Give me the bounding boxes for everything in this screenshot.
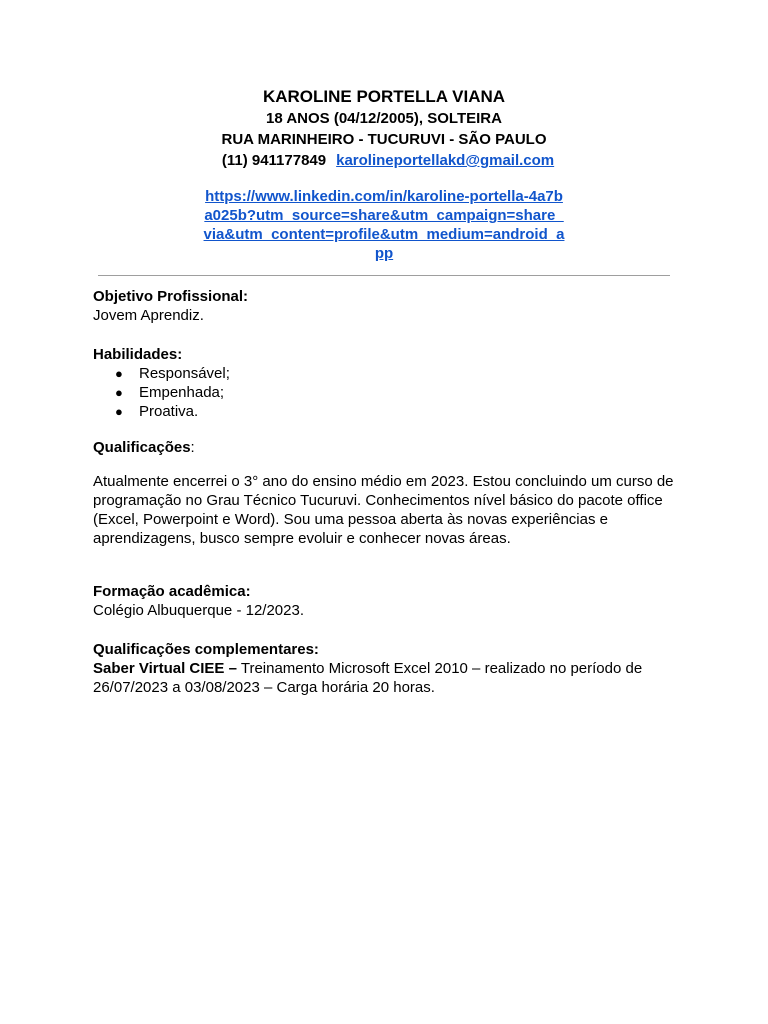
skill-item: [93, 402, 678, 421]
complementary-text-line: [93, 659, 678, 697]
education-section: [93, 582, 678, 620]
bullet-icon: ●: [115, 366, 123, 381]
qualifications-heading-line: [93, 438, 678, 457]
complementary-text: Treinamento Microsoft Excel 2010 – realizado no período de 26/07/2023 a 03/08/2023 – Carga horária 20 horas.: [93, 660, 643, 696]
complementary-lead: Saber Virtual CIEE –: [93, 660, 237, 677]
age-marital-line: 18 ANOS (04/12/2005), SOLTEIRA: [266, 110, 502, 127]
linkedin-link[interactable]: https://www.linkedin.com/in/karoline-portella-4a7ba025b?utm_source=share&utm_campaign=share_via&utm_content=profile&utm_medium=android_app: [203, 188, 565, 262]
complementary-heading: Qualificações complementares:: [93, 641, 319, 658]
bullet-icon: ●: [115, 385, 123, 400]
education-text: Colégio Albuquerque - 12/2023.: [93, 602, 304, 619]
contact-line: [8, 150, 768, 171]
skill-label: Empenhada;: [139, 384, 225, 401]
objective-heading: Objetivo Profissional:: [93, 288, 249, 305]
skill-item: [93, 364, 678, 383]
skill-item: [93, 383, 678, 402]
address-line: RUA MARINHEIRO - TUCURUVI - SÃO PAULO: [221, 131, 547, 148]
bullet-icon: ●: [115, 404, 123, 419]
objective-text: Jovem Aprendiz.: [93, 307, 204, 324]
phone-number: (11) 941177849: [221, 152, 327, 169]
candidate-name: KAROLINE PORTELLA VIANA: [262, 87, 506, 106]
skills-list: [93, 364, 678, 421]
qualifications-heading: Qualificações: [93, 439, 191, 456]
objective-section: [93, 287, 678, 325]
skills-heading: Habilidades:: [93, 346, 183, 363]
email-link[interactable]: karolineportellakd@gmail.com: [336, 152, 555, 169]
resume-header: [0, 86, 768, 263]
qualifications-text: Atualmente encerrei o 3° ano do ensino médio em 2023. Estou concluindo um curso de programação no Grau Técnico Tucuruvi. Conhecimentos nível básico do pacote office (Excel, Powerpoint e Word). Sou uma pessoa aberta às novas experiências e aprendizagens, busco sempre evoluir e conhecer novas áreas.: [93, 473, 674, 547]
linkedin-line: [201, 187, 567, 263]
skills-section: [93, 345, 678, 421]
education-heading: Formação acadêmica:: [93, 583, 251, 600]
resume-body: [93, 287, 678, 697]
skill-label: Responsável;: [139, 365, 230, 382]
header-divider: [98, 275, 670, 276]
qualifications-colon: :: [190, 439, 195, 456]
skill-label: Proativa.: [139, 403, 199, 420]
complementary-section: [93, 640, 678, 697]
qualifications-section: [93, 438, 678, 548]
